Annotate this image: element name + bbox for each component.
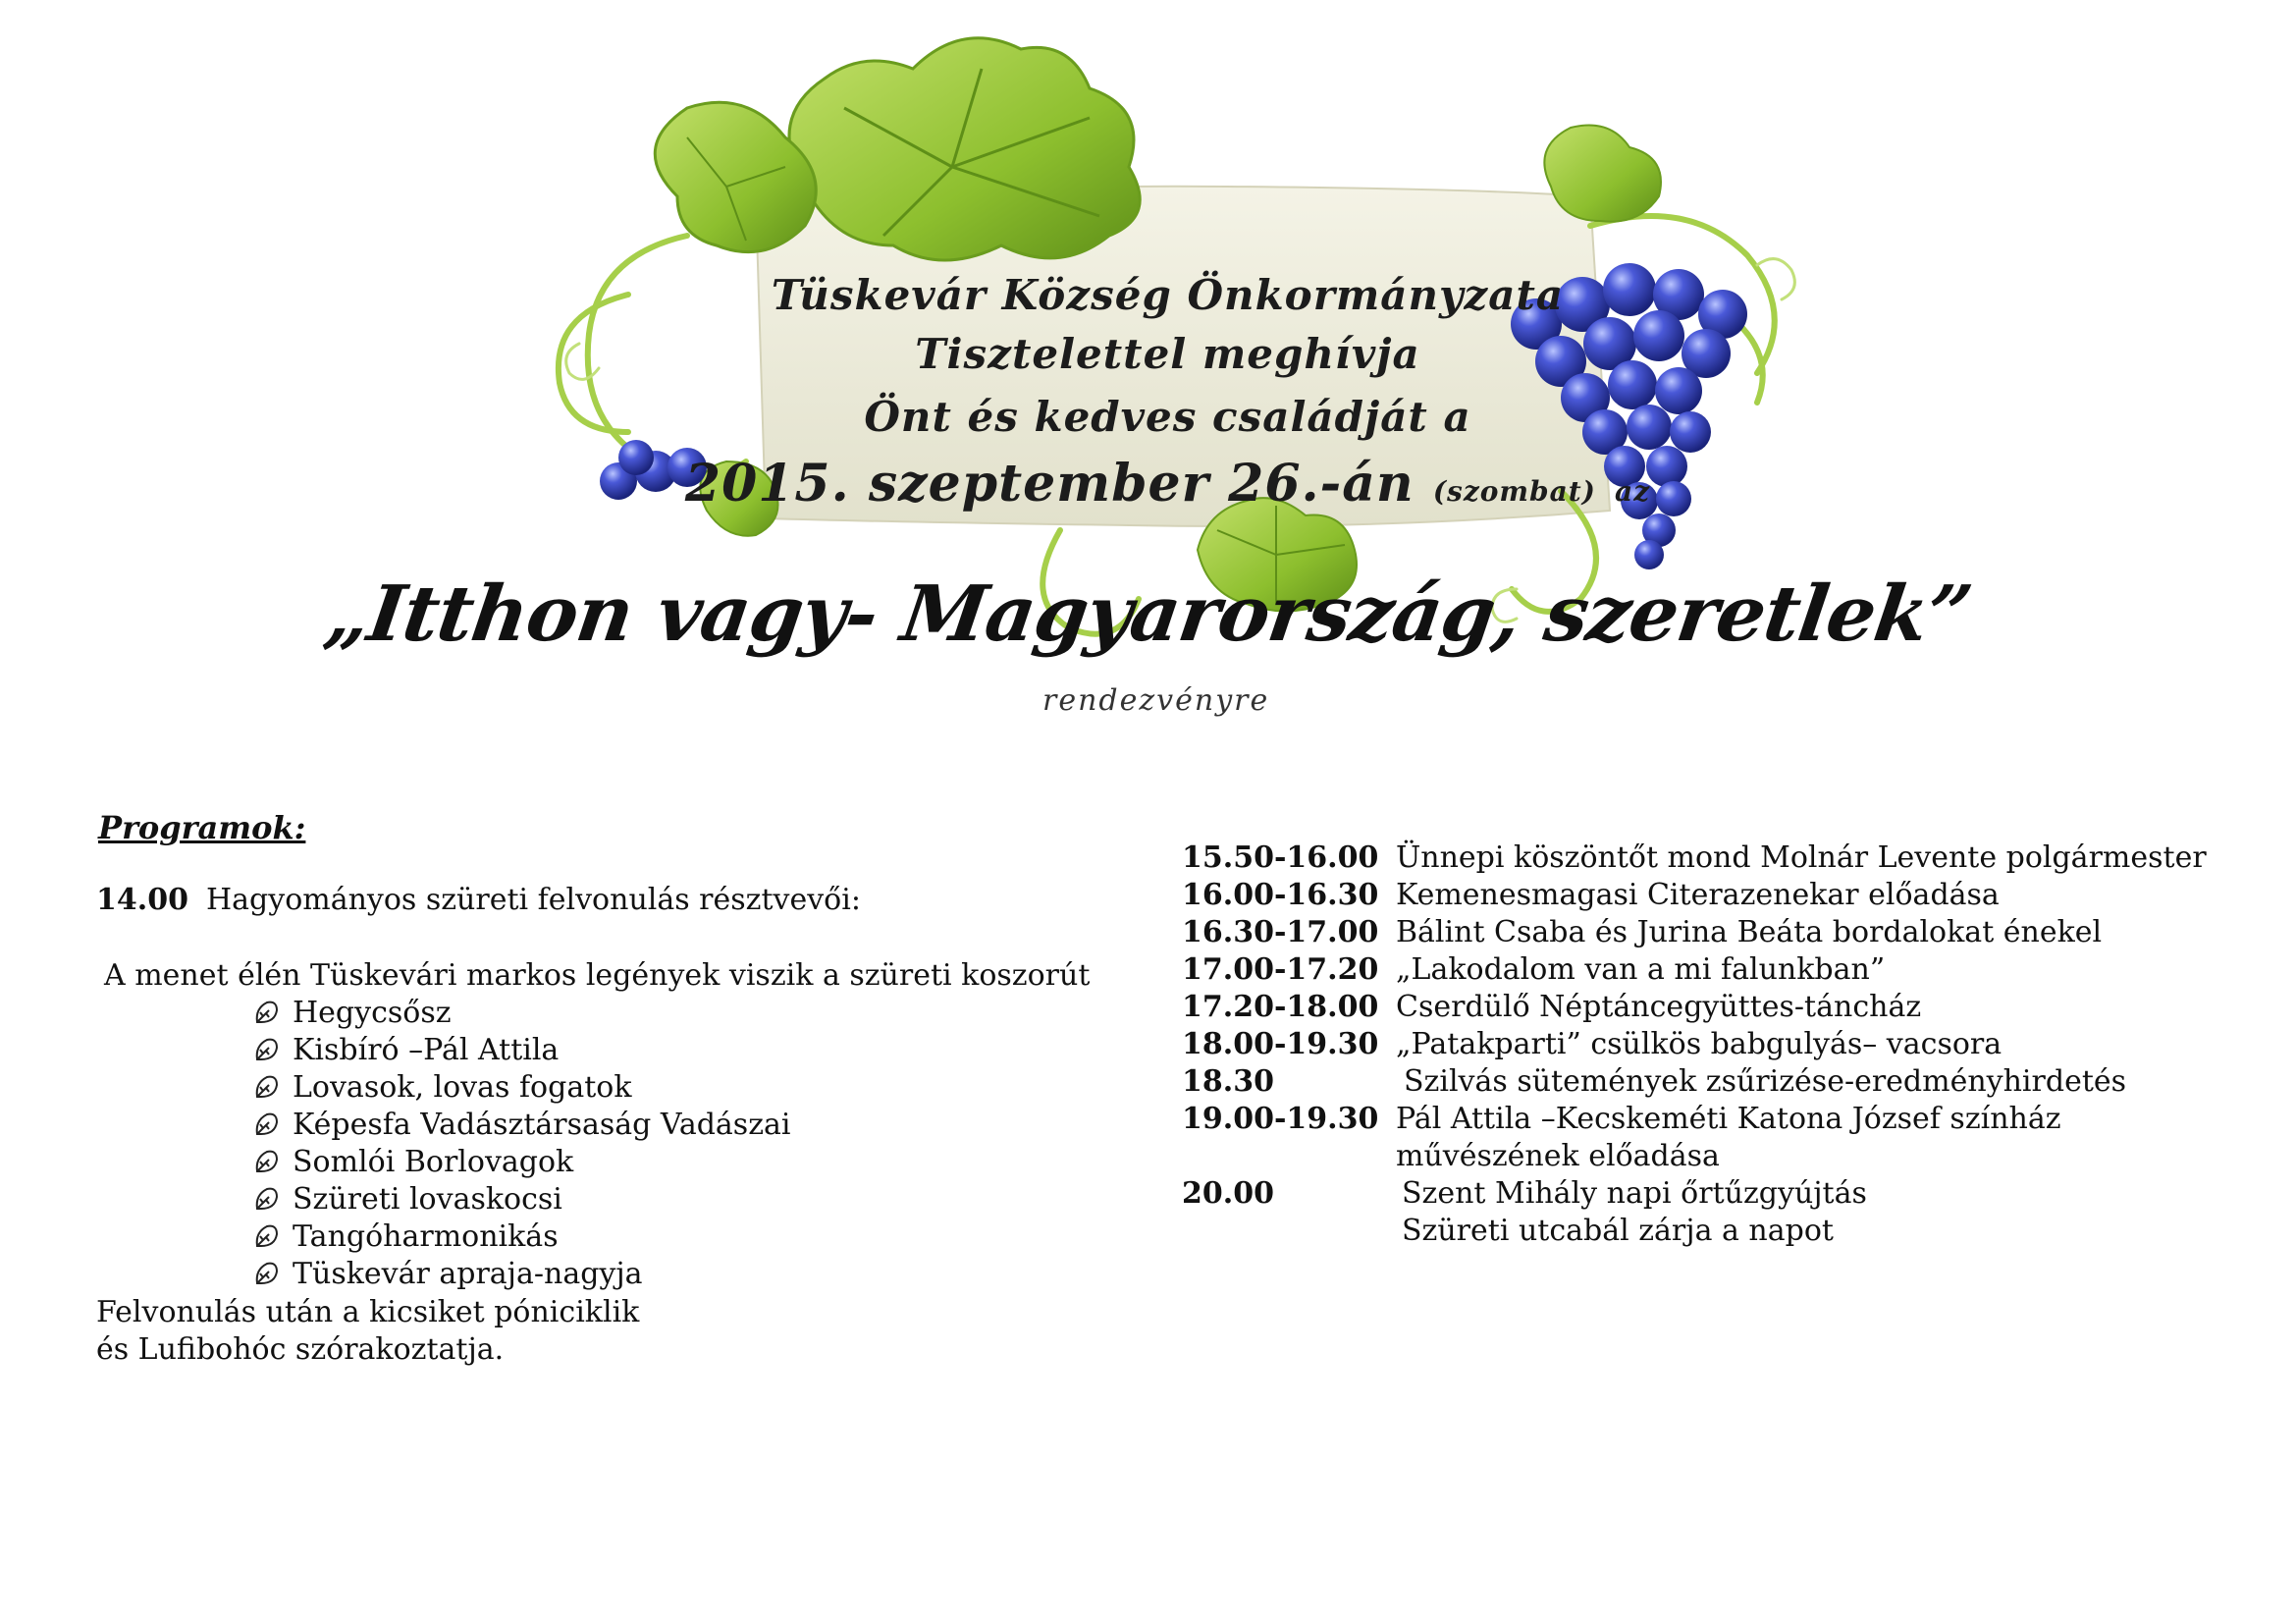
leaf-bullet-icon (253, 1260, 281, 1287)
header-line-invites: Tisztelettel meghívja (915, 330, 1420, 378)
leaf-bullet-icon (253, 1073, 281, 1101)
leaf-bullet-icon (253, 1222, 281, 1250)
header-line-date (0, 454, 2296, 514)
schedule-time: 17.20-18.00 (1182, 990, 1379, 1024)
leaf-bullet-icon (253, 1185, 281, 1213)
schedule-text: Cserdülő Néptáncegyüttes-táncház (1396, 990, 1922, 1024)
list-item (253, 1218, 790, 1256)
program-heading: Programok: (98, 809, 306, 846)
list-item (253, 1107, 790, 1144)
leaf-bullet-icon (253, 1110, 281, 1138)
schedule-text: Kemenesmagasi Citerazenekar előadása (1396, 878, 2000, 912)
schedule-text: Szüreti utcabál zárja a napot (1402, 1214, 1834, 1248)
list-item (253, 1069, 790, 1107)
list-item (253, 1256, 790, 1293)
program-start-text: Hagyományos szüreti felvonulás résztvevői: (206, 883, 861, 917)
participant-label: Tüskevár apraja-nagyja (293, 1257, 643, 1291)
participant-label: Hegycsősz (293, 996, 452, 1030)
header-line-family: Önt és kedves családját a (864, 393, 1471, 441)
date-tail: az (1615, 475, 1651, 508)
after-procession-line1: Felvonulás után a kicsiket póniciklik (96, 1295, 640, 1329)
event-subtitle: rendezvényre (1042, 683, 1270, 718)
schedule-text: „Patakparti” csülkös babgulyás– vacsora (1396, 1027, 2002, 1061)
schedule-time: 16.00-16.30 (1182, 878, 1379, 912)
after-procession-line2: és Lufibohóc szórakoztatja. (96, 1332, 505, 1367)
list-item (253, 1032, 790, 1069)
schedule-time: 18.30 (1182, 1064, 1274, 1099)
participant-label: Szüreti lovaskocsi (293, 1182, 562, 1217)
schedule-time: 15.50-16.00 (1182, 840, 1379, 875)
schedule-time: 19.00-19.30 (1182, 1102, 1379, 1136)
program-start-time: 14.00 (96, 883, 188, 917)
list-item (253, 1181, 790, 1218)
list-item (253, 995, 790, 1032)
schedule-time: 17.00-17.20 (1182, 952, 1379, 987)
participant-label: Tangóharmonikás (293, 1219, 559, 1254)
schedule-text: művészének előadása (1396, 1139, 1720, 1173)
schedule-text: Szilvás sütemények zsűrizése-eredményhirdetés (1404, 1064, 2127, 1099)
vine-leaf (1544, 126, 1661, 222)
procession-description: A menet élén Tüskevári markos legények viszik a szüreti koszorút (104, 958, 1091, 993)
header-line-municipality: Tüskevár Község Önkormányzata (771, 271, 1565, 319)
participant-label: Képesfa Vadásztársaság Vadászai (293, 1108, 791, 1142)
schedule-text: Bálint Csaba és Jurina Beáta bordalokat énekel (1396, 915, 2103, 949)
schedule-time: 18.00-19.30 (1182, 1027, 1379, 1061)
participant-list (253, 995, 790, 1293)
participant-label: Kisbíró –Pál Attila (293, 1033, 560, 1067)
leaf-bullet-icon (253, 999, 281, 1026)
event-date: 2015. szeptember 26.-án (684, 454, 1415, 514)
schedule-text: Szent Mihály napi őrtűzgyújtás (1402, 1176, 1867, 1211)
schedule-time: 20.00 (1182, 1176, 1274, 1211)
schedule-text: Ünnepi köszöntőt mond Molnár Levente polgármester (1396, 840, 2207, 875)
schedule-text: „Lakodalom van a mi falunkban” (1396, 952, 1886, 987)
schedule-time: 16.30-17.00 (1182, 915, 1379, 949)
vine-leaf (789, 38, 1140, 260)
leaf-bullet-icon (253, 1148, 281, 1175)
event-title: „Itthon vagy- Magyarország, szeretlek” (319, 569, 1977, 659)
schedule-text: Pál Attila –Kecskeméti Katona József színház (1396, 1102, 2061, 1136)
participant-label: Somlói Borlovagok (293, 1145, 574, 1179)
participant-label: Lovasok, lovas fogatok (293, 1070, 632, 1105)
list-item (253, 1144, 790, 1181)
event-day: (szombat) (1432, 475, 1596, 508)
leaf-bullet-icon (253, 1036, 281, 1063)
